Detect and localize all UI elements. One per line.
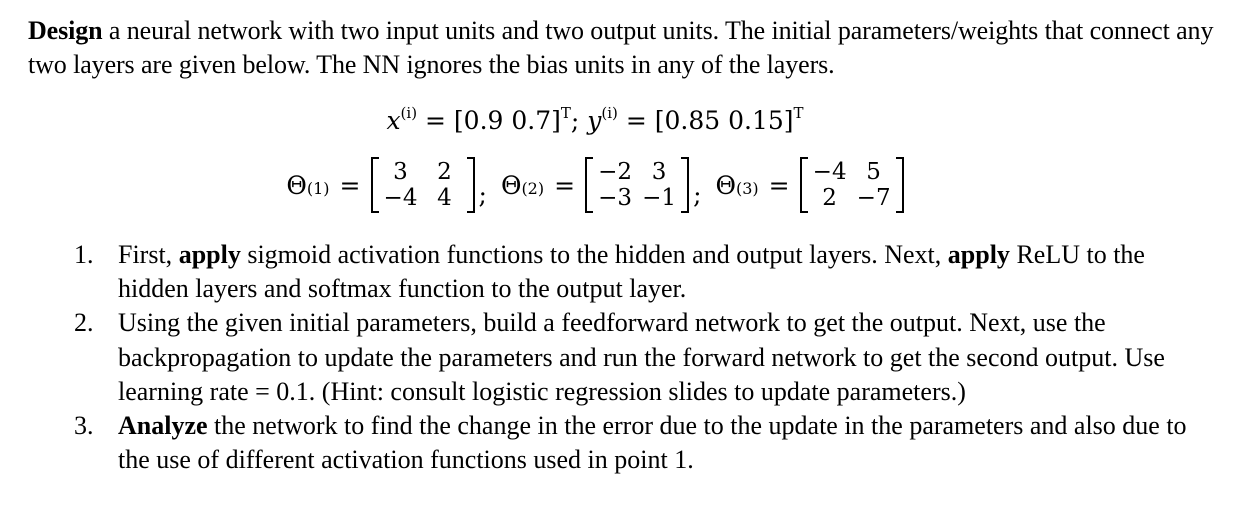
semicolon: ;	[478, 180, 487, 209]
y-variable: y	[587, 106, 602, 135]
matrix-cell: −4	[383, 185, 418, 211]
matrix-cell: −4	[812, 159, 847, 185]
theta-3-label: Θ (3)	[715, 170, 759, 200]
matrix-cell: 2	[822, 185, 837, 211]
x-transpose: T	[560, 104, 571, 122]
task-text-part: First,	[118, 240, 179, 269]
theta-3-matrix	[800, 157, 904, 213]
matrix-cell: −3	[598, 185, 633, 211]
intro-lead-bold: Design	[28, 16, 103, 45]
task-text-part: Using the given initial parameters, build a feedforward network to get the output. Next, use the backpropagation to update the parameters and run the forward network to get the second output. Use learning rate = 0.1. (Hint: consult logistic regression slides to update parameters.)	[118, 308, 1165, 406]
matrix-cell: −7	[856, 185, 891, 211]
semicolon: ;	[693, 180, 702, 209]
theta-1-symbol: Θ	[286, 170, 307, 200]
x-superscript: (i)	[400, 104, 418, 122]
intro-paragraph	[28, 14, 1218, 82]
matrix-cell: 2	[437, 159, 452, 185]
task-text-part: the network to find the change in the error due to the update in the parameters and also due to the use of different activation functions used in point 1.	[118, 411, 1187, 475]
task-text-part: sigmoid activation functions to the hidden and output layers. Next,	[240, 240, 948, 269]
task-number: 1.	[74, 240, 94, 269]
task-number: 2.	[74, 308, 94, 338]
matrix-cell: 5	[866, 159, 881, 185]
equation-separator: ;	[570, 106, 588, 135]
matrix-cell: 4	[437, 185, 452, 211]
weight-matrices-equation	[0, 157, 1190, 213]
theta-2-matrix	[585, 157, 689, 213]
y-superscript: (i)	[601, 104, 618, 122]
task-text-bold: apply	[178, 240, 241, 269]
task-text-bold: Analyze	[118, 411, 208, 441]
matrix-cell: −2	[598, 159, 633, 185]
y-value: = [0.85 0.15]	[617, 106, 794, 135]
task-text-bold: apply	[947, 240, 1010, 269]
equals-sign: =	[554, 170, 576, 200]
theta-2-symbol: Θ	[500, 170, 522, 200]
theta-2-label: Θ (2)	[500, 170, 545, 200]
task-text-part: ReLU to the hidden layers and softmax function to the output layer.	[118, 240, 1145, 304]
theta-1-label: Θ (1)	[286, 170, 330, 200]
equals-sign: =	[339, 170, 361, 200]
matrix-cell: −1	[642, 185, 677, 211]
equals-sign: =	[768, 170, 790, 200]
task-item-3	[66, 409, 1216, 477]
theta-3-symbol: Θ	[715, 170, 736, 200]
x-value: = [0.9 0.7]	[417, 106, 561, 135]
theta-1-matrix	[371, 157, 475, 213]
matrix-cell: 3	[393, 159, 408, 185]
y-transpose: T	[793, 104, 804, 122]
intro-text: a neural network with two input units and two output units. The initial parameters/weights that connect any two layers are given below. The NN ignores the bias units in any of the layers.	[28, 16, 1214, 79]
task-number: 3.	[74, 411, 94, 441]
input-output-equation	[0, 104, 1190, 138]
matrix-cell: 3	[651, 159, 667, 185]
task-item-1	[66, 238, 1216, 306]
task-list	[66, 238, 1216, 477]
x-variable: x	[386, 106, 401, 135]
task-item-2	[66, 306, 1216, 409]
